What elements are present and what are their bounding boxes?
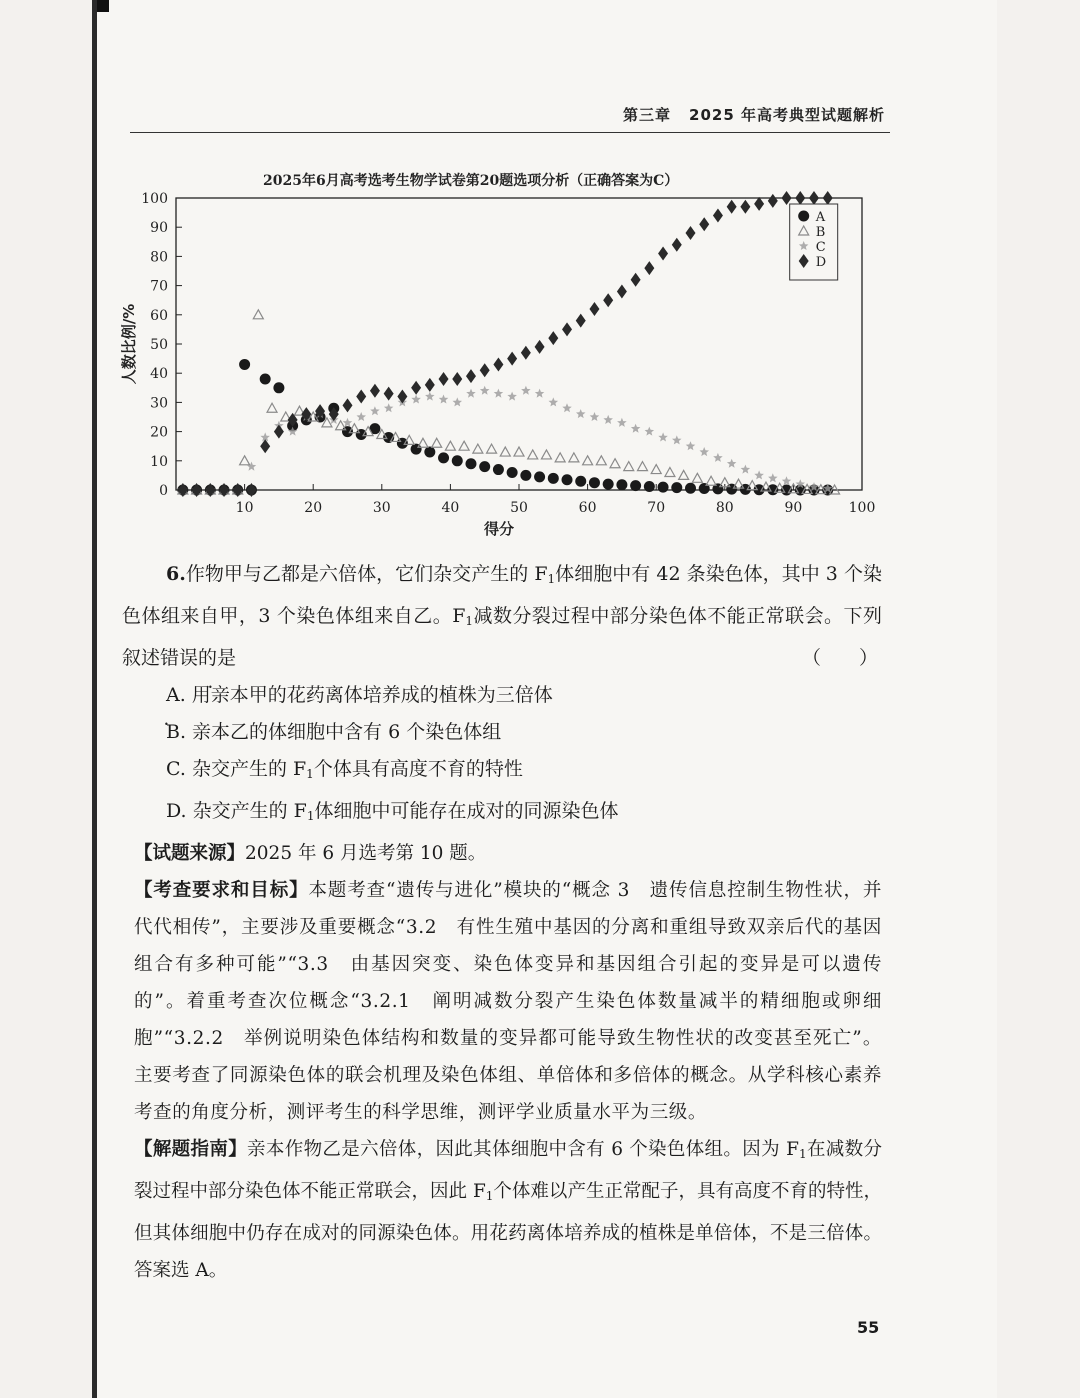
point-A bbox=[589, 477, 600, 488]
point-A bbox=[397, 438, 408, 449]
point-A bbox=[424, 447, 435, 458]
point-D bbox=[754, 197, 764, 211]
question-stem bbox=[122, 556, 882, 677]
point-C bbox=[727, 459, 737, 468]
point-C bbox=[590, 412, 600, 421]
point-D bbox=[493, 357, 503, 371]
point-C bbox=[466, 389, 476, 398]
option-subscript: 1 bbox=[306, 809, 315, 823]
point-A bbox=[493, 464, 504, 475]
guide-sub-1: 1 bbox=[798, 1147, 807, 1161]
point-A bbox=[685, 483, 696, 494]
point-D bbox=[823, 191, 833, 205]
source-text: 2025 年 6 月选考第 10 题。 bbox=[245, 843, 487, 864]
point-C bbox=[494, 389, 504, 398]
point-A bbox=[630, 480, 641, 491]
y-tick-label: 70 bbox=[150, 278, 168, 295]
point-A bbox=[507, 467, 518, 478]
point-A bbox=[342, 426, 353, 437]
point-D bbox=[795, 191, 805, 205]
point-C bbox=[562, 403, 572, 412]
point-C bbox=[370, 406, 380, 415]
page-number: 55 bbox=[857, 1318, 880, 1337]
point-D bbox=[699, 217, 709, 231]
point-B bbox=[514, 447, 524, 456]
point-C bbox=[521, 386, 531, 395]
requirements-section bbox=[122, 872, 882, 1131]
legend-marker-A bbox=[798, 211, 809, 222]
point-A bbox=[452, 455, 463, 466]
point-D bbox=[411, 381, 421, 395]
point-C bbox=[700, 447, 710, 456]
point-C bbox=[357, 412, 367, 421]
point-C bbox=[384, 403, 394, 412]
running-head bbox=[623, 104, 903, 125]
point-C bbox=[411, 395, 421, 404]
header-rule bbox=[130, 132, 890, 133]
x-tick-label: 30 bbox=[372, 500, 391, 516]
point-B bbox=[473, 444, 483, 453]
point-C bbox=[576, 409, 586, 418]
point-B bbox=[459, 441, 469, 450]
point-C bbox=[480, 386, 490, 395]
guide-part-1: 亲本作物乙是六倍体，因此其体细胞中含有 6 个染色体组。因为 F bbox=[247, 1139, 799, 1160]
requirements-text: 本题考查“遗传与进化”模块的“概念 3 遗传信息控制生物性状，并代代相传”，主要涉及重要概念“3.2 有性生殖中基因的分离和重组导致双亲后代的基因组合有多种可能”“3.3 由基因突变、染色体变异和基因组合引起的变异是可以遗传的”。着重考查次位概念“3.2.1 阐明减数分裂产生染色体数量减半的精细胞或卵细胞”“3.2.2 举例说明染色体结构和数量的变异都可能导致生物性状的改变甚至死亡”。主要考查了同源染色体的联会机理及染色体组、单倍体和多倍体的概念。从学科核心素养考查的角度分析，测评考生的科学思维，测评学业质量水平为三级。 bbox=[134, 880, 882, 1123]
point-A bbox=[411, 444, 422, 455]
stem-emphasis: 错误 • • bbox=[160, 647, 198, 669]
point-B bbox=[665, 467, 675, 476]
y-tick-label: 20 bbox=[150, 424, 168, 441]
chart-points bbox=[177, 191, 839, 497]
point-B bbox=[637, 462, 647, 471]
point-B bbox=[610, 459, 620, 468]
point-D bbox=[233, 483, 243, 497]
point-D bbox=[219, 483, 229, 497]
point-A bbox=[658, 482, 669, 493]
point-B bbox=[267, 403, 277, 412]
point-A bbox=[438, 452, 449, 463]
y-tick-label: 90 bbox=[150, 220, 168, 237]
point-D bbox=[672, 238, 682, 252]
point-A bbox=[239, 359, 250, 370]
point-A bbox=[671, 482, 682, 493]
point-D bbox=[384, 387, 394, 401]
point-A bbox=[260, 374, 271, 385]
point-D bbox=[205, 483, 215, 497]
point-C bbox=[741, 465, 751, 474]
option-text-suffix: 体细胞中可能存在成对的同源染色体 bbox=[314, 800, 619, 822]
point-C bbox=[425, 392, 435, 401]
point-B bbox=[555, 453, 565, 462]
point-B bbox=[706, 476, 716, 485]
point-C bbox=[658, 432, 668, 441]
x-tick-label: 80 bbox=[715, 500, 734, 516]
point-C bbox=[507, 392, 517, 401]
y-tick-label: 30 bbox=[150, 395, 168, 412]
question-number: 6. bbox=[166, 563, 186, 585]
x-tick-label: 100 bbox=[848, 500, 876, 516]
point-A bbox=[575, 476, 586, 487]
point-D bbox=[274, 425, 284, 439]
chapter-label: 第三章 bbox=[623, 106, 672, 124]
stem-sub-2: 1 bbox=[465, 614, 474, 628]
point-D bbox=[548, 331, 558, 345]
point-B bbox=[432, 438, 442, 447]
stem-part-1: 作物甲与乙都是六倍体，它们杂交产生的 F bbox=[185, 563, 548, 585]
point-D bbox=[576, 314, 586, 328]
option-analysis-chart bbox=[110, 188, 880, 538]
x-axis-label: 得分 bbox=[483, 520, 515, 538]
y-tick-label: 60 bbox=[150, 307, 168, 324]
point-A bbox=[644, 481, 655, 492]
x-tick-label: 10 bbox=[235, 500, 254, 516]
point-D bbox=[686, 226, 696, 240]
y-tick-label: 100 bbox=[141, 191, 168, 207]
point-B bbox=[240, 456, 250, 465]
option-text-suffix: 个体具有高度不育的特性 bbox=[313, 758, 523, 780]
point-D bbox=[356, 390, 366, 404]
stem-part-4: 的是 bbox=[198, 647, 237, 669]
point-D bbox=[535, 340, 545, 354]
point-C bbox=[686, 441, 696, 450]
option-subscript: 1 bbox=[306, 767, 314, 781]
point-C bbox=[617, 418, 627, 427]
chart-legend bbox=[790, 204, 838, 280]
point-B bbox=[679, 470, 689, 479]
point-D bbox=[713, 209, 723, 223]
y-tick-label: 10 bbox=[150, 453, 168, 470]
point-D bbox=[740, 200, 750, 214]
question-block bbox=[122, 556, 882, 1289]
option-text: A. 用亲本甲的花药离体培养成的植株为三倍体 bbox=[166, 684, 553, 706]
corner-mark bbox=[97, 0, 109, 12]
legend-box bbox=[790, 204, 838, 280]
point-A bbox=[273, 382, 284, 393]
point-D bbox=[562, 322, 572, 336]
y-tick-label: 80 bbox=[150, 249, 168, 266]
guide-sub-2: 1 bbox=[485, 1189, 494, 1203]
chart-title: 2025年6月高考选考生物学试卷第20题选项分析（正确答案为C） bbox=[263, 173, 679, 189]
point-D bbox=[480, 363, 490, 377]
point-D bbox=[727, 200, 737, 214]
point-C bbox=[439, 395, 449, 404]
stem-part-2: 体细胞中有 42 条染色体，其中 3 个染色体组来自甲，3 个染色体组来自乙。F bbox=[122, 563, 882, 627]
source-label: 【试题来源】 bbox=[134, 843, 246, 864]
point-C bbox=[453, 397, 463, 406]
requirements-label: 【考查要求和目标】 bbox=[134, 880, 309, 901]
point-C bbox=[343, 418, 353, 427]
point-C bbox=[631, 424, 641, 433]
point-B bbox=[500, 447, 510, 456]
y-axis-label: 人数比例/% bbox=[120, 303, 138, 385]
y-tick-label: 40 bbox=[150, 366, 168, 383]
point-D bbox=[768, 194, 778, 208]
point-A bbox=[616, 479, 627, 490]
point-C bbox=[782, 476, 792, 485]
point-D bbox=[425, 378, 435, 392]
legend-label-A: A bbox=[815, 210, 826, 225]
x-tick-label: 40 bbox=[441, 500, 460, 516]
point-D bbox=[246, 483, 256, 497]
point-A bbox=[534, 471, 545, 482]
point-D bbox=[644, 261, 654, 275]
stem-part-3: 减数分裂过程中部分染色体不能正常联会。下列叙述 bbox=[122, 605, 882, 669]
point-D bbox=[603, 293, 613, 307]
point-D bbox=[507, 352, 517, 366]
point-D bbox=[439, 372, 449, 386]
point-C bbox=[754, 470, 764, 479]
options-list bbox=[122, 677, 882, 835]
x-tick-label: 60 bbox=[578, 500, 597, 516]
point-B bbox=[569, 453, 579, 462]
guide-label: 【解题指南】 bbox=[134, 1139, 248, 1160]
source-section bbox=[122, 835, 882, 872]
stem-sub-1: 1 bbox=[547, 572, 556, 586]
point-A bbox=[562, 474, 573, 485]
x-tick-label: 90 bbox=[784, 500, 803, 516]
point-D bbox=[809, 191, 819, 205]
point-D bbox=[192, 483, 202, 497]
option-item bbox=[166, 793, 882, 835]
legend-label-D: D bbox=[815, 255, 827, 270]
legend-label-B: B bbox=[815, 225, 826, 240]
point-D bbox=[782, 191, 792, 205]
option-text: C. 杂交产生的 F bbox=[166, 758, 307, 780]
point-B bbox=[583, 456, 593, 465]
point-D bbox=[658, 246, 668, 260]
point-A bbox=[603, 479, 614, 490]
point-D bbox=[260, 439, 270, 453]
point-D bbox=[521, 346, 531, 360]
point-C bbox=[768, 473, 778, 482]
point-D bbox=[466, 369, 476, 383]
point-B bbox=[651, 465, 661, 474]
point-C bbox=[713, 453, 723, 462]
point-B bbox=[253, 310, 263, 319]
x-tick-label: 50 bbox=[510, 500, 528, 516]
point-D bbox=[617, 284, 627, 298]
point-A bbox=[479, 461, 490, 472]
point-B bbox=[624, 462, 634, 471]
x-tick-label: 70 bbox=[647, 500, 666, 516]
point-C bbox=[549, 397, 559, 406]
legend-label-C: C bbox=[815, 240, 826, 255]
point-D bbox=[178, 483, 188, 497]
point-A bbox=[356, 429, 367, 440]
point-B bbox=[445, 441, 455, 450]
point-D bbox=[589, 302, 599, 316]
point-A bbox=[465, 458, 476, 469]
point-B bbox=[596, 456, 606, 465]
option-text: B. 亲本乙的体细胞中含有 6 个染色体组 bbox=[166, 721, 502, 743]
option-item bbox=[166, 751, 882, 793]
point-D bbox=[370, 384, 380, 398]
y-tick-label: 50 bbox=[150, 337, 168, 353]
point-D bbox=[631, 273, 641, 287]
point-D bbox=[343, 398, 353, 412]
option-text: D. 杂交产生的 F bbox=[166, 800, 307, 822]
y-tick-label: 0 bbox=[159, 483, 168, 499]
option-item bbox=[166, 677, 882, 714]
point-A bbox=[520, 470, 531, 481]
chapter-title: 2025 年高考典型试题解析 bbox=[689, 106, 885, 124]
guide-part-2: 在减数分裂过程中部分染色体不能正常联会，因此 F bbox=[134, 1139, 882, 1202]
point-C bbox=[603, 415, 613, 424]
point-B bbox=[692, 473, 702, 482]
point-C bbox=[672, 435, 682, 444]
point-C bbox=[645, 427, 655, 436]
point-A bbox=[548, 473, 559, 484]
point-D bbox=[452, 372, 462, 386]
point-B bbox=[541, 450, 551, 459]
x-tick-label: 20 bbox=[304, 500, 323, 516]
guide-part-3: 个体难以产生正常配子，具有高度不育的特性，但其体细胞中仍存在成对的同源染色体。用花药离体培养成的植株是单倍体，不是三倍体。答案选 A。 bbox=[134, 1181, 882, 1281]
point-B bbox=[528, 450, 538, 459]
point-C bbox=[535, 389, 545, 398]
point-B bbox=[487, 444, 497, 453]
option-item bbox=[166, 714, 882, 751]
guide-section bbox=[122, 1131, 882, 1289]
answer-bracket: （ ） bbox=[801, 647, 878, 669]
